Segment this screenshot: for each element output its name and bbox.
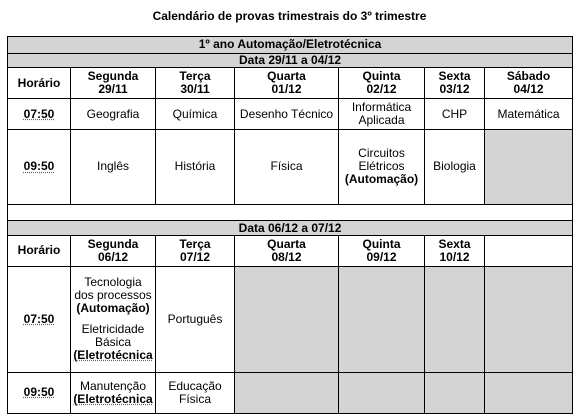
- week1-cell-quarta-0950: Física: [235, 130, 339, 205]
- week2-cell-terca-0950: Educação Física: [156, 372, 235, 413]
- week2-horario-header: Horário: [8, 235, 71, 266]
- group-note: (Eletrotécnica: [73, 391, 153, 406]
- week1-cell-sabado-0750: Matemática: [485, 99, 573, 130]
- week2-cell-extra-0950-empty: [485, 372, 573, 413]
- week1-day-header-quinta: Quinta 02/12: [339, 68, 425, 99]
- week2-cell-quinta-0950-empty: [339, 372, 425, 413]
- week2-day-header-quinta: Quinta 09/12: [339, 235, 425, 266]
- week1-day-header-quarta: Quarta 01/12: [235, 68, 339, 99]
- week1-day-header-segunda: Segunda 29/11: [71, 68, 156, 99]
- week2-cell-segunda-0950: Manutenção (Eletrotécnica: [71, 372, 156, 413]
- page-title: Calendário de provas trimestrais do 3º trimestre: [152, 9, 427, 23]
- week1-cell-quarta-0750: Desenho Técnico: [235, 99, 339, 130]
- week1-cell-segunda-0950: Inglês: [71, 130, 156, 205]
- week2-empty-header: [485, 235, 573, 266]
- week1-day-header-terca: Terça 30/11: [156, 68, 235, 99]
- week1-cell-segunda-0750: Geografia: [71, 99, 156, 130]
- week2-day-header-sexta: Sexta 10/12: [425, 235, 485, 266]
- week1-date-range: Data 29/11 a 04/12: [8, 53, 573, 68]
- week1-cell-terca-0950: História: [156, 130, 235, 205]
- week2-day-header-terca: Terça 07/12: [156, 235, 235, 266]
- week2-cell-terca-0750: Português: [156, 266, 235, 372]
- week1-horario-header: Horário: [8, 68, 71, 99]
- week1-cell-quinta-0750: Informática Aplicada: [339, 99, 425, 130]
- week2-cell-quarta-0750-empty: [235, 266, 339, 372]
- week1-cell-terca-0750: Química: [156, 99, 235, 130]
- group-note: (Automação): [76, 301, 150, 316]
- week1-cell-sexta-0750: CHP: [425, 99, 485, 130]
- week1-cell-sexta-0950: Biologia: [425, 130, 485, 205]
- week2-cell-extra-0750-empty: [485, 266, 573, 372]
- week2-day-header-segunda: Segunda 06/12: [71, 235, 156, 266]
- week2-day-header-quarta: Quarta 08/12: [235, 235, 339, 266]
- group-note: (Automação): [344, 172, 419, 187]
- week1-time-0750: 07:50: [8, 99, 71, 130]
- week1-cell-quinta-0950: Circuitos Elétricos (Automação): [339, 130, 425, 205]
- week2-cell-sexta-0950-empty: [425, 372, 485, 413]
- week2-cell-segunda-0750: Tecnologia dos processos (Automação) Eletricidade Básica (Eletrotécnica: [71, 266, 156, 372]
- week2-cell-quinta-0750-empty: [339, 266, 425, 372]
- week1-time-0950: 09:50: [8, 130, 71, 205]
- week2-cell-sexta-0750-empty: [425, 266, 485, 372]
- week2-date-range: Data 06/12 a 07/12: [8, 221, 573, 236]
- week1-day-header-sexta: Sexta 03/12: [425, 68, 485, 99]
- schedule-table: [7, 36, 573, 414]
- week2-cell-quarta-0950-empty: [235, 372, 339, 413]
- course-header: 1º ano Automação/Eletrotécnica: [8, 37, 573, 54]
- week2-time-0750: 07:50: [8, 266, 71, 372]
- group-note: (Eletrotécnica: [73, 348, 153, 363]
- week-separator: [8, 204, 573, 221]
- week1-cell-sabado-0950-empty: [485, 130, 573, 205]
- week1-day-header-sabado: Sábado 04/12: [485, 68, 573, 99]
- week2-time-0950: 09:50: [8, 372, 71, 413]
